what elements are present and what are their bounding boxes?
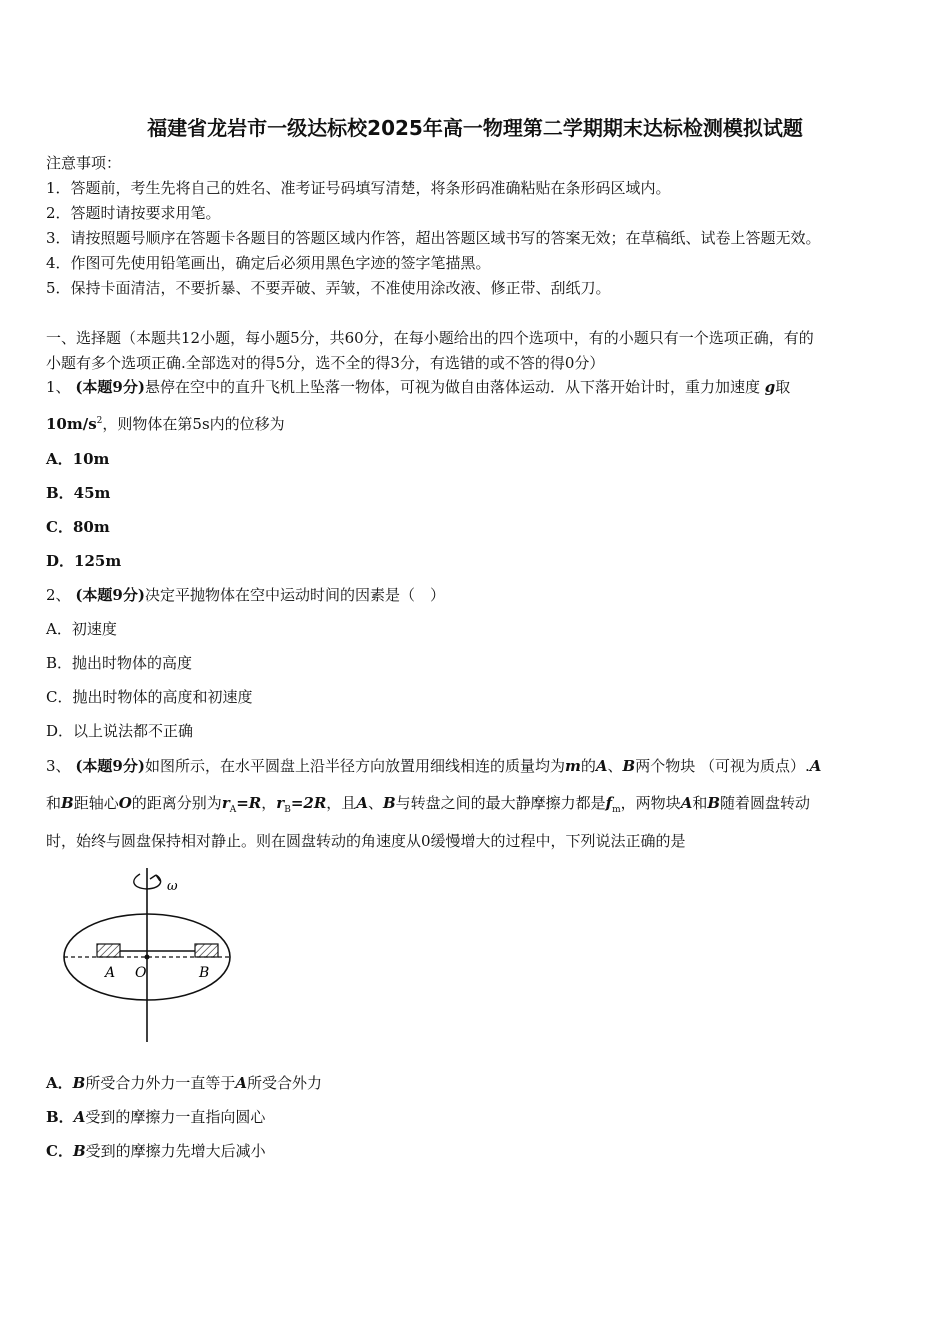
option-text: 受到的摩擦力先增大后减小 — [85, 1142, 266, 1160]
option-d[interactable]: D．以上说法都不正确 — [46, 722, 194, 740]
symbol-a: A — [809, 757, 822, 775]
symbol-b: B — [622, 757, 636, 775]
question-text: 距轴心 — [73, 794, 119, 812]
question-3-stem-line2 — [46, 792, 810, 815]
section-heading-line2: 小题有多个选项正确.全部选对的得5分，选不全的得3分，有选错的或不答的得0分） — [46, 354, 605, 372]
option-a[interactable]: A．10m — [46, 450, 110, 468]
symbol-b: B — [707, 794, 721, 812]
question-number: 2、 — [46, 586, 71, 604]
equation: =R — [236, 794, 262, 812]
symbol-a: A — [356, 794, 368, 812]
option-a[interactable] — [46, 1072, 322, 1093]
separator: 、 — [607, 757, 623, 775]
omega-label: ω — [167, 879, 178, 894]
notice-item: 2．答题时请按要求用笔。 — [46, 204, 221, 222]
subscript: A — [229, 805, 237, 815]
option-c[interactable]: C．抛出时物体的高度和初速度 — [46, 688, 253, 706]
question-text: 随着圆盘转动 — [720, 794, 811, 812]
superscript: 2 — [96, 416, 103, 426]
question-text: ，则物体在第5s内的位移为 — [102, 415, 285, 433]
question-text: 两个物块 （可视为质点）. — [635, 757, 810, 775]
label-a: A — [105, 965, 116, 981]
symbol-b: B — [61, 794, 74, 812]
label-o: O — [135, 965, 147, 981]
subscript: B — [284, 805, 291, 815]
notice-heading: 注意事项： — [46, 154, 122, 172]
symbol-b: B — [72, 1142, 86, 1160]
option-letter: A． — [46, 1074, 73, 1092]
symbol-b: B — [72, 1074, 86, 1092]
rotating-disk-diagram — [60, 862, 240, 1047]
question-number: 3、 — [46, 757, 71, 775]
symbol-o: O — [118, 794, 132, 812]
question-score: (本题9分) — [75, 378, 145, 396]
option-b[interactable] — [46, 1106, 265, 1127]
subscript: m — [612, 805, 621, 815]
question-text: 悬停在空中的直升飞机上坠落一物体，可视为做自由落体运动．从下落开始计时，重力加速度 — [144, 378, 760, 396]
separator: 、 — [367, 794, 383, 812]
symbol-r: r — [276, 794, 285, 812]
symbol-b: B — [382, 794, 396, 812]
center-point — [145, 955, 150, 960]
symbol-g: g — [764, 378, 776, 396]
option-letter: B． — [46, 1108, 74, 1126]
question-score: (本题9分) — [75, 757, 145, 775]
question-score: (本题9分) — [75, 586, 145, 604]
equation: =2R — [290, 794, 327, 812]
option-text: 受到的摩擦力一直指向圆心 — [85, 1108, 266, 1126]
separator: ， — [261, 794, 277, 812]
symbol-r: r — [221, 794, 230, 812]
question-text: 的距离分别为 — [131, 794, 222, 812]
question-2-stem — [46, 584, 445, 605]
question-number: 1、 — [46, 378, 71, 396]
exam-title: 福建省龙岩市一级达标校2025年高一物理第二学期期末达标检测模拟试题 — [147, 116, 803, 140]
option-c[interactable] — [46, 1140, 266, 1161]
question-text: 的 — [580, 757, 596, 775]
symbol-f: f — [605, 794, 613, 812]
notice-item: 3．请按照题号顺序在答题卡各题目的答题区域内作答，超出答题区域书写的答案无效；在草稿纸、试卷上答题无效。 — [46, 229, 821, 247]
block-b — [195, 944, 218, 957]
question-3-stem-line3: 时，始终与圆盘保持相对静止。则在圆盘转动的角速度从0缓慢增大的过程中，下列说法正确的是 — [46, 832, 686, 850]
block-a — [97, 944, 120, 957]
section-heading-line1: 一、选择题（本题共12小题，每小题5分，共60分，在每小题给出的四个选项中，有的小题只有一个选项正确，有的 — [46, 329, 814, 347]
option-letter: C． — [46, 1142, 73, 1160]
option-b[interactable]: B．抛出时物体的高度 — [46, 654, 193, 672]
symbol-a: A — [680, 794, 693, 812]
label-b: B — [199, 965, 210, 981]
question-text: 与转盘之间的最大静摩擦力都是 — [395, 794, 606, 812]
option-text: 所受合外力 — [246, 1074, 322, 1092]
question-text: 如图所示，在水平圆盘上沿半径方向放置用细线相连的质量均为 — [144, 757, 565, 775]
question-1-stem-line2 — [46, 413, 285, 434]
option-text: 所受合力外力一直等于 — [85, 1074, 236, 1092]
option-c[interactable]: C．80m — [46, 518, 110, 536]
question-text: 取 — [775, 378, 791, 396]
option-b[interactable]: B．45m — [46, 484, 111, 502]
arrow-head-icon — [150, 875, 160, 881]
notice-item: 5．保持卡面清洁，不要折暴、不要弄破、弄皱，不准使用涂改液、修正带、刮纸刀。 — [46, 279, 611, 297]
question-3-stem — [46, 755, 821, 776]
question-1-stem — [46, 376, 790, 397]
option-a[interactable]: A．初速度 — [46, 620, 117, 638]
symbol-a: A — [235, 1074, 247, 1092]
question-text: ，且 — [326, 794, 357, 812]
question-text: ，两物块 — [620, 794, 681, 812]
option-d[interactable]: D．125m — [46, 552, 122, 570]
question-text: 决定平抛物体在空中运动时间的因素是（ ） — [144, 586, 445, 604]
notice-item: 4．作图可先使用铅笔画出，确定后必须用黑色字迹的签字笔描黑。 — [46, 254, 491, 272]
symbol-a: A — [595, 757, 608, 775]
symbol-a: A — [73, 1108, 86, 1126]
notice-item: 1．答题前，考生先将自己的姓名、准考证号码填写清楚，将条形码准确粘贴在条形码区域内。 — [46, 179, 671, 197]
symbol-m: m — [564, 757, 581, 775]
question-text: 和 — [692, 794, 708, 812]
question-text: 和 — [46, 794, 62, 812]
unit-text: 10m/s — [46, 415, 97, 433]
